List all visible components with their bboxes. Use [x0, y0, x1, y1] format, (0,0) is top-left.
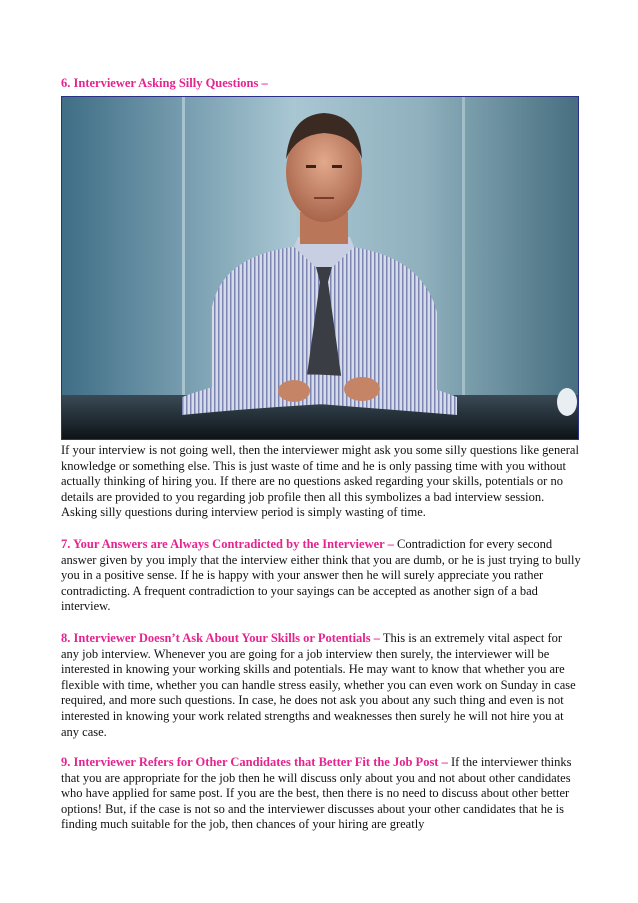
section-9-heading: 9. Interviewer Refers for Other Candidates that Better Fit the Job Post – [61, 755, 448, 769]
section-8-paragraph [61, 631, 581, 740]
section-7-heading: 7. Your Answers are Always Contradicted by the Interviewer – [61, 537, 394, 551]
section-8-body: This is an extremely vital aspect for any job interview. Whenever you are going for a job interview then surely, the interviewer will be interested in knowing your working skills and potentials. He may want to know that whether you are flexible with time, whether you can handle stress easily, whether you can even work on Sunday in case required, and more such questions. In case, he does not ask you about any such thing and even is not interested in knowing your work related strengths and weaknesses then surely he will not hire you at any case. [61, 631, 576, 739]
section-7-body: Contradiction for every second answer given by you imply that the interview either think that you are dumb, or he is just trying to bully you in a positive sense. If he is happy with your answer then he will surely appreciate you rather contradicting. A frequent contradiction to your sayings can be accepted as another sign of a bad interview. [61, 537, 581, 614]
section-7-paragraph [61, 537, 581, 615]
section-9-paragraph [61, 755, 581, 833]
section-6-heading: 6. Interviewer Asking Silly Questions – [61, 76, 268, 90]
section-6-body: If your interview is not going well, then the interviewer might ask you some silly questions like general knowledge or something else. This is just waste of time and he is only passing time with you without actually thinking of hiring you. If there are no questions asked regarding your skills, potentials or no details are provided to you regarding job profile then all this symbolizes a bad interview session. Asking silly questions during interview period is simply wasting of time. [61, 443, 579, 520]
section-8-heading: 8. Interviewer Doesn’t Ask About Your Skills or Potentials – [61, 631, 381, 645]
interviewer-photo [61, 96, 579, 440]
section-9-body: If the interviewer thinks that you are appropriate for the job then he will discuss only about you and not about other candidates who have applied for same post. If you are the best, then there is no need to discuss about other better options! But, if the case is not so and the interviewer discusses about your other candidates that he is finding much suitable for the job, then chances of your hiring are greatly [61, 755, 572, 832]
